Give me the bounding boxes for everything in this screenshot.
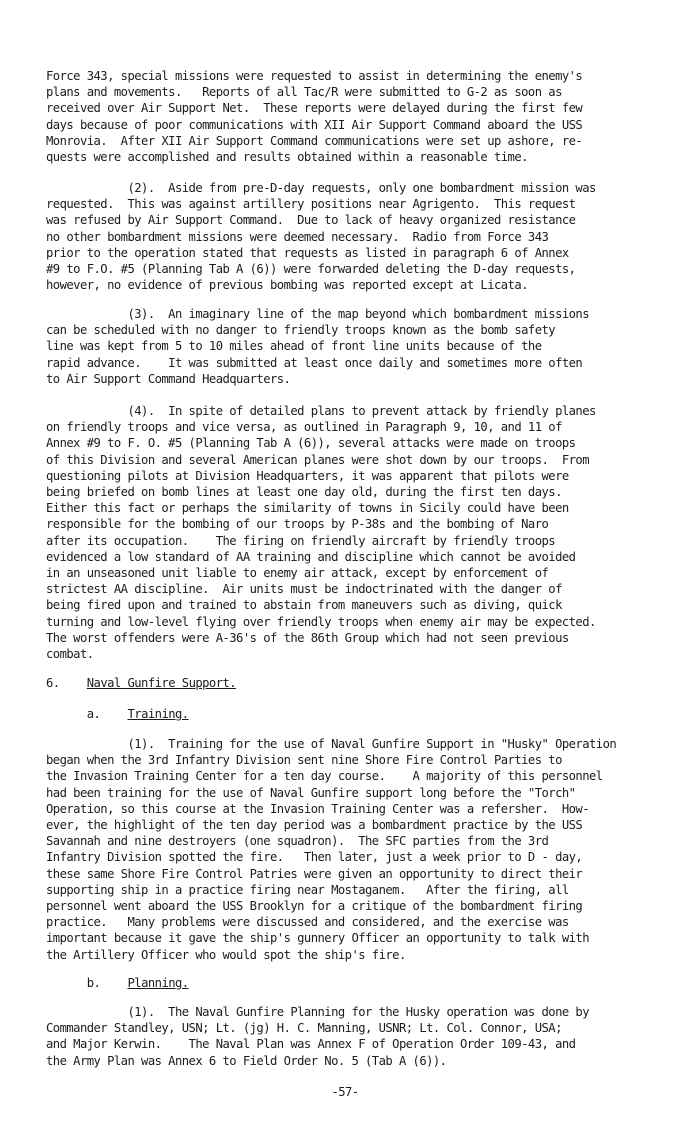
text-line: (3). An imaginary line of the map beyond which bombardment missions <box>46 307 590 321</box>
text-line: and Major Kerwin. The Naval Plan was Annex F of Operation Order 109-43, and <box>46 1037 576 1052</box>
text-line: (1). Training for the use of Naval Gunfire Support in "Husky" Operation <box>46 737 617 751</box>
text-line: of this Division and several American planes were shot down by our troops. From <box>46 452 590 467</box>
text-line: plans and movements. Reports of all Tac/R were submitted to G-2 as soon as <box>46 85 562 100</box>
text-line: prior to the operation stated that requests as listed in paragraph 6 of Annex <box>46 245 569 260</box>
text-line: in an unseasoned unit liable to enemy air attack, except by enforcement of <box>46 566 549 581</box>
text-line: turning and low-level flying over friendly troops when enemy air may be expected. <box>46 614 596 629</box>
text-line: Savannah and nine destroyers (one squadron). The SFC parties from the 3rd <box>46 834 549 849</box>
text-line: rapid advance. It was submitted at least once daily and sometimes more often <box>46 355 583 370</box>
text-line: Operation, so this course at the Invasion Training Center was a refersher. How- <box>46 801 590 816</box>
subheading-planning-title: Planning. <box>127 976 189 990</box>
para-2 <box>46 180 666 293</box>
para-6-planning-1 <box>46 1004 666 1069</box>
text-line: Force 343, special missions were requested to assist in determining the enemy's <box>46 69 583 83</box>
text-line: line was kept from 5 to 10 miles ahead of front line units because of the <box>46 339 542 354</box>
para-intro <box>46 68 666 165</box>
subheading-training <box>46 706 666 722</box>
subheading-letter-b: b. <box>86 976 101 990</box>
text-line: (4). In spite of detailed plans to prevent attack by friendly planes <box>46 404 596 418</box>
text-line: being fired upon and trained to abstain from maneuvers such as diving, quick <box>46 598 562 613</box>
text-line: strictest AA discipline. Air units must be indoctrinated with the danger of <box>46 582 562 597</box>
text-line: being briefed on bomb lines at least one day old, during the first ten days. <box>46 485 562 500</box>
text-line: Infantry Division spotted the fire. Then later, just a week prior to D - day, <box>46 850 583 865</box>
text-line: however, no evidence of previous bombing was reported except at Licata. <box>46 278 528 293</box>
text-line: no other bombardment missions were deemed necessary. Radio from Force 343 <box>46 229 549 244</box>
text-line: to Air Support Command Headquarters. <box>46 371 291 386</box>
text-line: these same Shore Fire Control Patries were given an opportunity to direct their <box>46 866 583 881</box>
text-line: supporting ship in a practice firing near Mostaganem. After the firing, all <box>46 882 569 897</box>
text-line: Either this fact or perhaps the similarity of towns in Sicily could have been <box>46 501 569 516</box>
para-3 <box>46 306 666 387</box>
text-line: can be scheduled with no danger to friendly troops known as the bomb safety <box>46 323 556 338</box>
text-line: important because it gave the ship's gunnery Officer an opportunity to talk with <box>46 931 590 946</box>
text-line: the Artillery Officer who would spot the ship's fire. <box>46 947 406 962</box>
text-line: after its occupation. The firing on friendly aircraft by friendly troops <box>46 533 556 548</box>
text-line: (2). Aside from pre-D-day requests, only one bombardment mission was <box>46 181 596 195</box>
text-line: personnel went aboard the USS Brooklyn for a critique of the bombardment firing <box>46 899 583 914</box>
text-line: days because of poor communications with XII Air Support Command aboard the USS <box>46 117 583 132</box>
text-line: had been training for the use of Naval Gunfire support long before the "Torch" <box>46 785 576 800</box>
text-line: requested. This was against artillery positions near Agrigento. This request <box>46 197 576 212</box>
text-line: The worst offenders were A-36's of the 86th Group which had not seen previous <box>46 630 569 645</box>
text-line: quests were accomplished and results obtained within a reasonable time. <box>46 150 528 165</box>
para-6-training-1 <box>46 736 666 963</box>
text-line: evidenced a low standard of AA training and discipline which cannot be avoided <box>46 549 576 564</box>
text-line: Commander Standley, USN; Lt. (jg) H. C. Manning, USNR; Lt. Col. Connor, USA; <box>46 1021 562 1036</box>
text-line: responsible for the bombing of our troops by P-38s and the bombing of Naro <box>46 517 549 532</box>
text-line: (1). The Naval Gunfire Planning for the Husky operation was done by <box>46 1005 590 1019</box>
text-line: Monrovia. After XII Air Support Command communications were set up ashore, re- <box>46 133 583 148</box>
subheading-letter-a: a. <box>86 707 101 721</box>
text-line: on friendly troops and vice versa, as outlined in Paragraph 9, 10, and 11 of <box>46 420 562 435</box>
section-heading-6 <box>46 675 666 691</box>
text-line: practice. Many problems were discussed and considered, and the exercise was <box>46 915 569 930</box>
text-line: began when the 3rd Infantry Division sent nine Shore Fire Control Parties to <box>46 753 562 768</box>
text-line: questioning pilots at Division Headquarters, it was apparent that pilots were <box>46 468 569 483</box>
para-4 <box>46 403 666 662</box>
subheading-training-title: Training. <box>127 707 189 721</box>
text-line: Annex #9 to F. O. #5 (Planning Tab A (6)), several attacks were made on troops <box>46 436 576 451</box>
text-line: #9 to F.O. #5 (Planning Tab A (6)) were forwarded deleting the D-day requests, <box>46 262 576 277</box>
section-title: Naval Gunfire Support. <box>86 676 237 690</box>
text-line: combat. <box>46 647 94 662</box>
text-line: the Invasion Training Center for a ten day course. A majority of this personnel <box>46 769 603 784</box>
subheading-planning <box>46 975 666 991</box>
section-number: 6. <box>46 676 60 690</box>
page-number: -57- <box>331 1085 359 1099</box>
text-line: was refused by Air Support Command. Due to lack of heavy organized resistance <box>46 213 576 228</box>
text-line: the Army Plan was Annex 6 to Field Order No. 5 (Tab A (6)). <box>46 1053 447 1068</box>
text-line: received over Air Support Net. These reports were delayed during the first few <box>46 101 583 116</box>
text-line: ever, the highlight of the ten day period was a bombardment practice by the USS <box>46 818 583 833</box>
